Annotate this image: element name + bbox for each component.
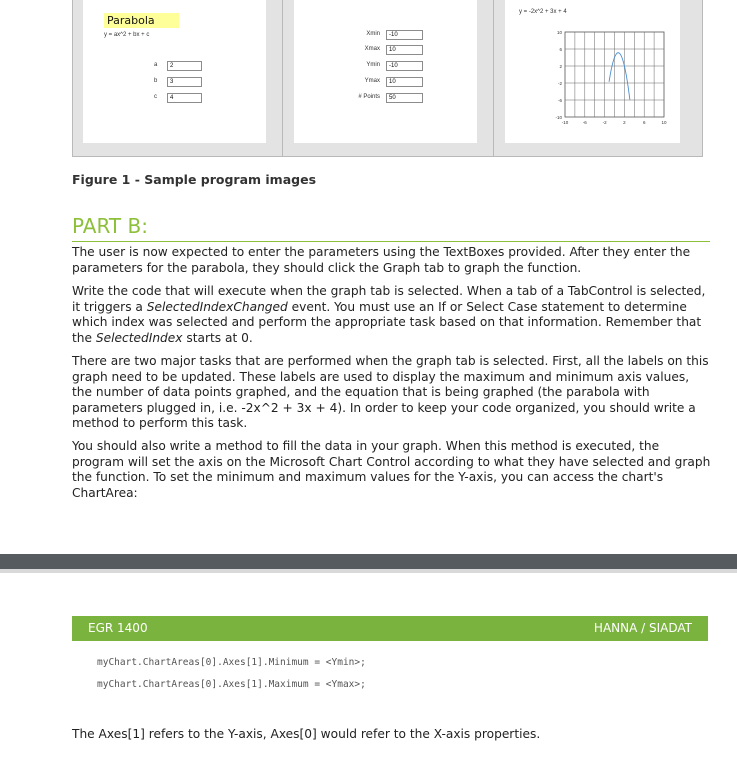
y-tick-label: 10 [556,30,562,35]
graph-panel [505,0,680,143]
param-label-c: c [154,94,157,100]
figure-strip [72,0,703,157]
y-tick-label: 2 [559,64,562,69]
paragraph-4 [72,439,712,501]
code-line-1: myChart.ChartAreas[0].Axes[1].Minimum = <Ymin>; [97,657,366,668]
chart-title: y = -2x^2 + 3x + 4 [519,9,567,15]
code-line-2: myChart.ChartAreas[0].Axes[1].Maximum = <Ymax>; [97,679,366,690]
page-divider [0,554,737,569]
parabola-equation: y = ax^2 + bx + c [104,32,150,38]
y-tick-label: -2 [557,81,562,86]
page-header-bar [72,616,708,641]
parabola-panel [83,0,266,143]
ymin-input[interactable]: -10 [386,61,423,71]
panel-separator [493,0,494,157]
y-tick-label: -10 [555,115,562,120]
points-label: # Points [358,94,380,100]
part-title-rule [72,241,710,242]
paragraph-3 [72,354,712,432]
y-tick-label: 6 [559,47,562,52]
paragraph-2-part-a: Write the code that will execute when the graph tab is selected. When a tab of a TabControl is selected, it triggers a [72,284,706,314]
parabola-chart [505,0,680,143]
paragraph-1-text: The user is now expected to enter the parameters using the TextBoxes provided. After they enter the parameters for the parabola, they should click the Graph tab to graph the function. [72,245,691,275]
x-tick-label: 2 [623,120,626,125]
param-label-b: b [154,78,158,84]
paragraph-3-text: There are two major tasks that are performed when the graph tab is selected. First, all the labels on this graph need to be updated. These labels are used to display the maximum and minimum axis values, the number of data points graphed, and the equation that is being graphed (the parabola with parameters plugged in, i.e. -2x^2 + 3x + 4). In order to keep your code organized, you should write a method to perform this task. [72,354,709,430]
x-tick-label: 10 [661,120,667,125]
authors-label: HANNA / SIADAT [593,621,692,635]
paragraph-2 [72,284,712,346]
paragraph-2-part-c: starts at 0. [182,330,253,345]
paragraph-2-text [72,284,712,346]
xmax-label: Xmax [364,46,380,52]
paragraph-1 [72,245,712,276]
ymax-label: Ymax [364,78,380,84]
xmax-input[interactable]: 10 [386,45,423,55]
parabola-title: Parabola [104,13,179,28]
panel-separator [282,0,283,157]
part-title: PART B: [72,214,148,238]
selected-index-changed-term: SelectedIndexChanged [146,299,288,314]
page-divider-shadow [0,569,737,573]
ymin-label: Ymin [366,62,380,68]
ymax-input[interactable]: 10 [386,77,423,87]
xmin-label: Xmin [366,31,380,37]
closing-paragraph: The Axes[1] refers to the Y-axis, Axes[0] would refer to the X-axis properties. [72,727,541,741]
x-tick-label: 6 [642,120,646,125]
course-label: EGR 1400 [88,621,148,635]
axis-settings-panel [294,0,477,143]
xmin-input[interactable]: -10 [386,30,423,40]
param-a-input[interactable]: 2 [167,61,202,71]
figure-caption: Figure 1 - Sample program images [72,172,317,187]
param-c-input[interactable]: 4 [167,93,202,103]
selected-index-term: SelectedIndex [95,330,183,345]
x-tick-label: -10 [561,120,569,125]
x-tick-label: -2 [602,120,607,125]
param-label-a: a [154,62,158,68]
y-tick-label: -6 [557,98,562,103]
points-input[interactable]: 50 [386,93,423,103]
x-tick-label: -6 [582,120,587,125]
paragraph-2-part-b: event. You must use an If or Select Case statement to determine which index was selected and perform the appropriate task based on that information. Remember that the [72,299,702,345]
param-b-input[interactable]: 3 [167,77,202,87]
paragraph-4-text: You should also write a method to fill the data in your graph. When this method is executed, the program will set the axis on the Microsoft Chart Control according to what they have selected and graph the function. To set the minimum and maximum values for the Y-axis, you can access the chart's ChartArea: [72,439,711,500]
